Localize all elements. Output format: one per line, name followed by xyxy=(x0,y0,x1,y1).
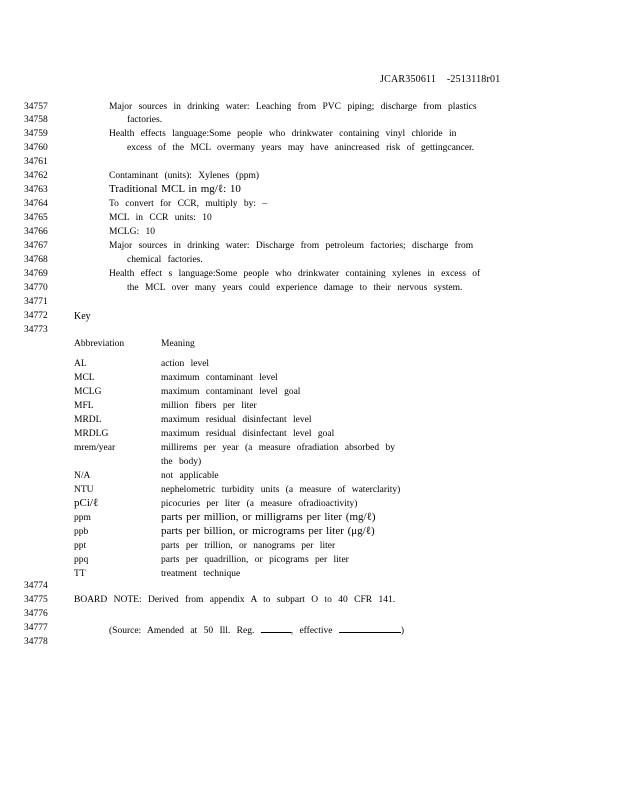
key-meaning: parts per trillion, or nanograms per liter xyxy=(161,541,336,551)
xylenes-contaminant: Contaminant (units): Xylenes (ppm) xyxy=(109,171,259,181)
xylenes-sources: Major sources in drinking water: Discharge from petroleum factories; discharge from xyxy=(109,241,474,251)
key-meaning: action level xyxy=(161,359,210,369)
key-meaning: parts per quadrillion, or picograms per liter xyxy=(161,555,349,565)
line-number: 34772 xyxy=(24,311,48,321)
key-meaning-cont: the body) xyxy=(161,457,202,467)
key-abbr: MRDL xyxy=(74,415,102,425)
vinyl-chloride-health-cont: excess of the MCL overmany years may have anincreased risk of gettingcancer. xyxy=(127,143,475,153)
key-meaning: treatment technique xyxy=(161,569,241,579)
xylenes-convert: To convert for CCR, multiply by: – xyxy=(109,199,268,209)
line-number: 34775 xyxy=(24,595,48,605)
board-note: BOARD NOTE: Derived from appendix A to subpart O to 40 CFR 141. xyxy=(74,595,396,605)
line-number: 34762 xyxy=(24,171,48,181)
key-meaning: not applicable xyxy=(161,471,219,481)
line-number: 34768 xyxy=(24,255,48,265)
key-meaning: million fibers per liter xyxy=(161,401,257,411)
doc-id: JCAR350611 xyxy=(380,74,437,85)
key-abbr: TT xyxy=(74,569,86,579)
key-abbr: N/A xyxy=(74,471,91,481)
xylenes-health: Health effect s language:Some people who drinkwater containing xylenes in excess of xyxy=(109,269,481,279)
line-number: 34765 xyxy=(24,213,48,223)
key-meaning: parts per billion, or micrograms per liter (μg/ℓ) xyxy=(161,525,375,537)
key-abbr: MCLG xyxy=(74,387,102,397)
line-number: 34763 xyxy=(24,185,48,195)
key-meaning: maximum residual disinfectant level goal xyxy=(161,429,335,439)
source-prefix: (Source: Amended at 50 Ill. Reg. xyxy=(109,626,255,636)
vinyl-chloride-sources-cont: factories. xyxy=(127,115,163,125)
key-meaning: picocuries per liter (a measure ofradioactivity) xyxy=(161,499,358,509)
effective-date-blank xyxy=(339,623,401,633)
line-number: 34777 xyxy=(24,623,48,633)
xylenes-sources-cont: chemical factories. xyxy=(127,255,203,265)
key-abbr: mrem/year xyxy=(74,443,116,453)
line-number: 34771 xyxy=(24,297,48,307)
source-suffix: ) xyxy=(400,626,405,636)
key-abbr: ppm xyxy=(74,513,91,523)
xylenes-health-cont: the MCL over many years could experience damage to their nervous system. xyxy=(127,283,463,293)
line-number: 34766 xyxy=(24,227,48,237)
xylenes-mcl-ccr: MCL in CCR units: 10 xyxy=(109,213,212,223)
line-number: 34761 xyxy=(24,157,48,167)
source-mid: , effective xyxy=(290,626,333,636)
line-number: 34770 xyxy=(24,283,48,293)
key-meaning: nephelometric turbidity units (a measure of waterclarity) xyxy=(161,485,401,495)
key-abbr: AL xyxy=(74,359,87,369)
vinyl-chloride-sources: Major sources in drinking water: Leaching from PVC piping; discharge from plastics xyxy=(109,102,477,112)
key-meaning: maximum contaminant level goal xyxy=(161,387,301,397)
line-number: 34774 xyxy=(24,581,48,591)
key-abbr: ppb xyxy=(74,527,89,537)
key-abbr: MCL xyxy=(74,373,95,383)
key-abbr: NTU xyxy=(74,485,94,495)
line-number: 34773 xyxy=(24,325,48,335)
line-number: 34764 xyxy=(24,199,48,209)
doc-revision: -2513118r01 xyxy=(446,74,501,85)
key-abbr: MRDLG xyxy=(74,429,109,439)
key-abbr: MFL xyxy=(74,401,94,411)
vinyl-chloride-health: Health effects language:Some people who drinkwater containing vinyl chloride in xyxy=(109,129,457,139)
key-title: Key xyxy=(74,311,91,322)
line-number: 34776 xyxy=(24,609,48,619)
key-meaning: parts per million, or milligrams per liter (mg/ℓ) xyxy=(161,511,376,523)
source-note xyxy=(109,623,404,637)
page-header xyxy=(380,74,500,85)
key-meaning: millirems per year (a measure ofradiation absorbed by xyxy=(161,443,396,453)
xylenes-traditional-mcl: Traditional MCL in mg/ℓ: 10 xyxy=(109,183,241,195)
key-col-abbreviation: Abbreviation xyxy=(74,339,125,349)
key-abbr: pCi/ℓ xyxy=(74,497,99,509)
line-number: 34760 xyxy=(24,143,48,153)
key-meaning: maximum residual disinfectant level xyxy=(161,415,312,425)
line-number: 34758 xyxy=(24,115,48,125)
xylenes-mclg: MCLG: 10 xyxy=(109,227,155,237)
key-abbr: ppq xyxy=(74,555,89,565)
line-number: 34767 xyxy=(24,241,48,251)
reg-blank xyxy=(261,623,291,633)
line-number: 34759 xyxy=(24,129,48,139)
key-col-meaning: Meaning xyxy=(161,339,195,349)
key-abbr: ppt xyxy=(74,541,87,551)
line-number: 34757 xyxy=(24,102,48,112)
key-meaning: maximum contaminant level xyxy=(161,373,278,383)
line-number: 34778 xyxy=(24,637,48,647)
line-number: 34769 xyxy=(24,269,48,279)
